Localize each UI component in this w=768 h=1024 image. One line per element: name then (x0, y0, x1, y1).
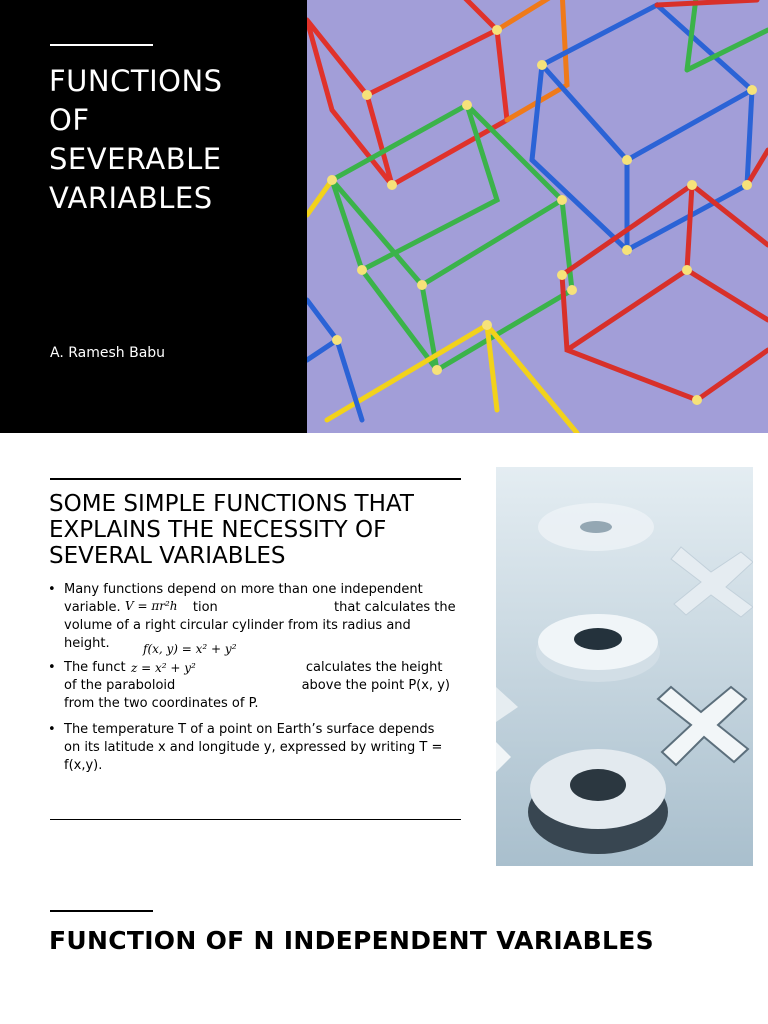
bullet-text: The funct (64, 660, 126, 675)
title-slide (0, 0, 768, 433)
bullet-text: of the paraboloid (64, 678, 176, 693)
section-slide (0, 878, 768, 1024)
title-panel (0, 0, 307, 433)
title-line: VARIABLES (49, 181, 213, 215)
bullet-text: The temperature T of a point on Earth’s surface depends (64, 722, 435, 737)
section-accent-rule (50, 910, 153, 912)
title-line: FUNCTIONS (49, 64, 223, 98)
slide-top-rule (50, 478, 461, 480)
content-slide (0, 433, 768, 878)
bullet-text: height. (64, 636, 110, 651)
title-line: OF (49, 103, 90, 137)
bullet-list (48, 581, 468, 775)
colored-stick-cubes-image (307, 0, 768, 433)
bullet-text: Many functions depend on more than one independent (64, 582, 423, 597)
bullet-text: f(x,y). (64, 758, 103, 773)
slide-bottom-rule (50, 819, 461, 820)
bullet-text: above the point P(x, y) (301, 678, 450, 693)
list-item (48, 721, 468, 775)
paraboloid-function-formula: f(x, y) = x² + y² (143, 642, 237, 656)
cylinder-volume-formula: V = πr²h (125, 599, 178, 613)
bullet-text: on its latitude x and longitude y, expressed by writing T = (64, 740, 443, 755)
slide-title: SOME SIMPLE FUNCTIONS THAT EXPLAINS THE NECESSITY OF SEVERAL VARIABLES (49, 491, 414, 569)
bullet-text: calculates the height (305, 660, 443, 675)
presentation-title (49, 62, 289, 218)
bullet-text: volume of a right circular cylinder from its radius and (64, 618, 411, 633)
bullet-text: variable. (64, 600, 121, 615)
title-line: SEVERABLE (49, 142, 222, 176)
bullet-text: that calculates the (334, 600, 456, 615)
author-name: A. Ramesh Babu (50, 345, 166, 361)
section-title: FUNCTION OF N INDEPENDENT VARIABLES (49, 926, 654, 955)
list-item (48, 659, 468, 721)
bullet-text: tion (192, 600, 218, 615)
list-item (48, 581, 468, 659)
tic-tac-toe-pieces-image (496, 467, 753, 866)
bullet-text: from the two coordinates of P. (64, 696, 259, 711)
z-formula: z = x² + y² (131, 661, 196, 675)
title-accent-rule (50, 44, 153, 46)
